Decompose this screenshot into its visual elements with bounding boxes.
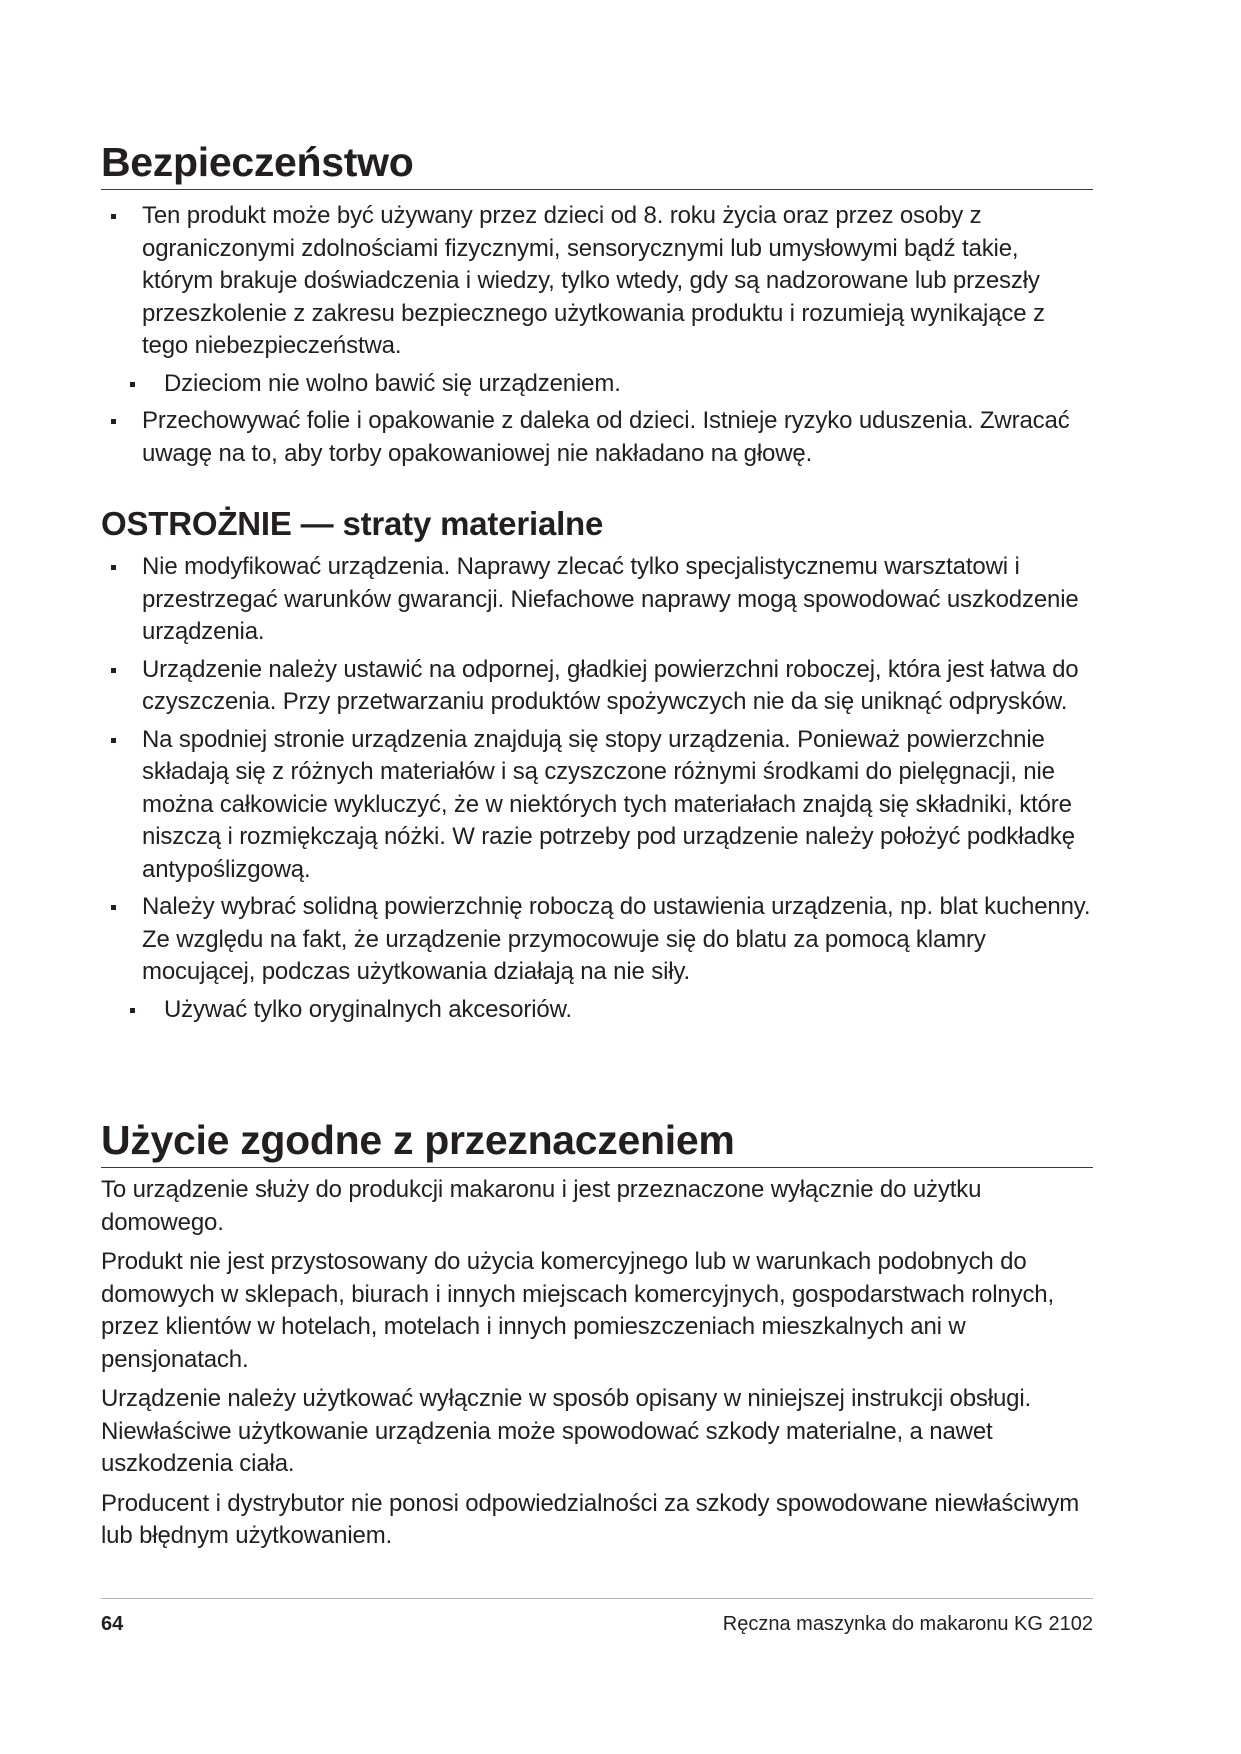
list-item [101,654,1093,719]
section-heading-caution: OSTROŻNIE — straty materialne [101,505,604,542]
body-paragraph: Producent i dystrybutor nie ponosi odpowiedzialności za szkody spowodowane niewłaściwym lub błędnym użytkowaniem. [101,1489,1080,1549]
bullet-icon [111,419,116,424]
list-item [101,405,1093,470]
bullet-icon [130,1008,135,1013]
body-paragraph: To urządzenie służy do produkcji makaronu i jest przeznaczone wyłącznie do użytku domowego. [101,1176,982,1236]
safety-list [101,200,1093,470]
list-item [101,724,1093,887]
list-item-text: Należy wybrać solidną powierzchnię roboczą do ustawienia urządzenia, np. blat kuchenny. Ze względu na fakt, że urządzenie przymocowuje się do blatu za pomocą klamry mocującej, podczas użytkowania działają na nie siły. [142,893,1091,985]
bullet-icon [111,738,116,743]
heading-underline [101,189,1093,190]
caution-list [101,551,1093,1026]
list-item-text: Przechowywać folie i opakowanie z daleka od dzieci. Istnieje ryzyko uduszenia. Zwracać uwagę na to, aby torby opakowaniowej nie nakładano na głowę. [142,407,1070,467]
bullet-icon [111,214,116,219]
body-paragraph: Urządzenie należy użytkować wyłącznie w sposób opisany w niniejszej instrukcji obsługi. Niewłaściwe użytkowanie urządzenia może spowodować szkody materialne, a nawet uszkodzenia ciała. [101,1385,1032,1477]
product-title: Ręczna maszynka do makaronu KG 2102 [722,1613,1093,1635]
bullet-icon [111,905,116,910]
list-item-text: Urządzenie należy ustawić na odpornej, gładkiej powierzchni roboczej, która jest łatwa do czyszczenia. Przy przetwarzaniu produktów spożywczych nie da się uniknąć odprysków. [142,655,1079,715]
list-item-text: Na spodniej stronie urządzenia znajdują się stopy urządzenia. Ponieważ powierzchnie składają się z różnych materiałów i są czyszczone różnymi środkami do pielęgnacji, nie można całkowicie wykluczyć, że w niektórych tych materiałach znajdą się składniki, które niszczą i rozmiękczają nóżki. W razie potrzeby pod urządzenie należy położyć podkładkę antypoślizgową. [142,725,1075,883]
list-item [101,368,1093,401]
footer-rule [101,1598,1093,1599]
bullet-icon [111,668,116,673]
list-item [101,551,1093,649]
list-item-text: Ten produkt może być używany przez dzieci od 8. roku życia oraz przez osoby z ograniczonymi zdolnościami fizycznymi, sensorycznymi lub umysłowymi bądź takie, którym brakuje doświadczenia i wiedzy, tylko wtedy, gdy są nadzorowane lub przeszły przeszkolenie z zakresu bezpiecznego użytkowania produktu i rozumieją wynikające z tego niebezpieczeństwa. [142,202,1045,359]
section-heading-intended-use: Użycie zgodne z przeznaczeniem [101,1117,735,1163]
manual-page [101,0,1093,1754]
list-item-text: Dzieciom nie wolno bawić się urządzeniem. [164,369,621,397]
body-paragraph: Produkt nie jest przystosowany do użycia komercyjnego lub w warunkach podobnych do domowych w sklepach, biurach i innych miejscach komercyjnych, gospodarstwach rolnych, przez klientów w hotelach, motelach i innych pomieszczeniach mieszkalnych ani w pensjonatach. [101,1248,1055,1373]
section-safety [101,140,1093,475]
section-heading-safety: Bezpieczeństwo [101,139,414,185]
list-item-text: Nie modyfikować urządzenia. Naprawy zlecać tylko specjalistycznemu warsztatowi i przestrzegać warunków gwarancji. Niefachowe naprawy mogą spowodować uszkodzenie urządzenia. [142,553,1079,645]
bullet-icon [130,382,135,387]
list-item [101,200,1093,363]
list-item [101,891,1093,989]
page-number: 64 [101,1613,124,1635]
section-caution [101,505,1093,1031]
list-item [101,994,1093,1027]
heading-underline [101,1167,1093,1168]
section-intended-use [101,1118,1093,1560]
list-item-text: Używać tylko oryginalnych akcesoriów. [164,995,572,1023]
bullet-icon [111,565,116,570]
page-footer [101,1612,1093,1636]
